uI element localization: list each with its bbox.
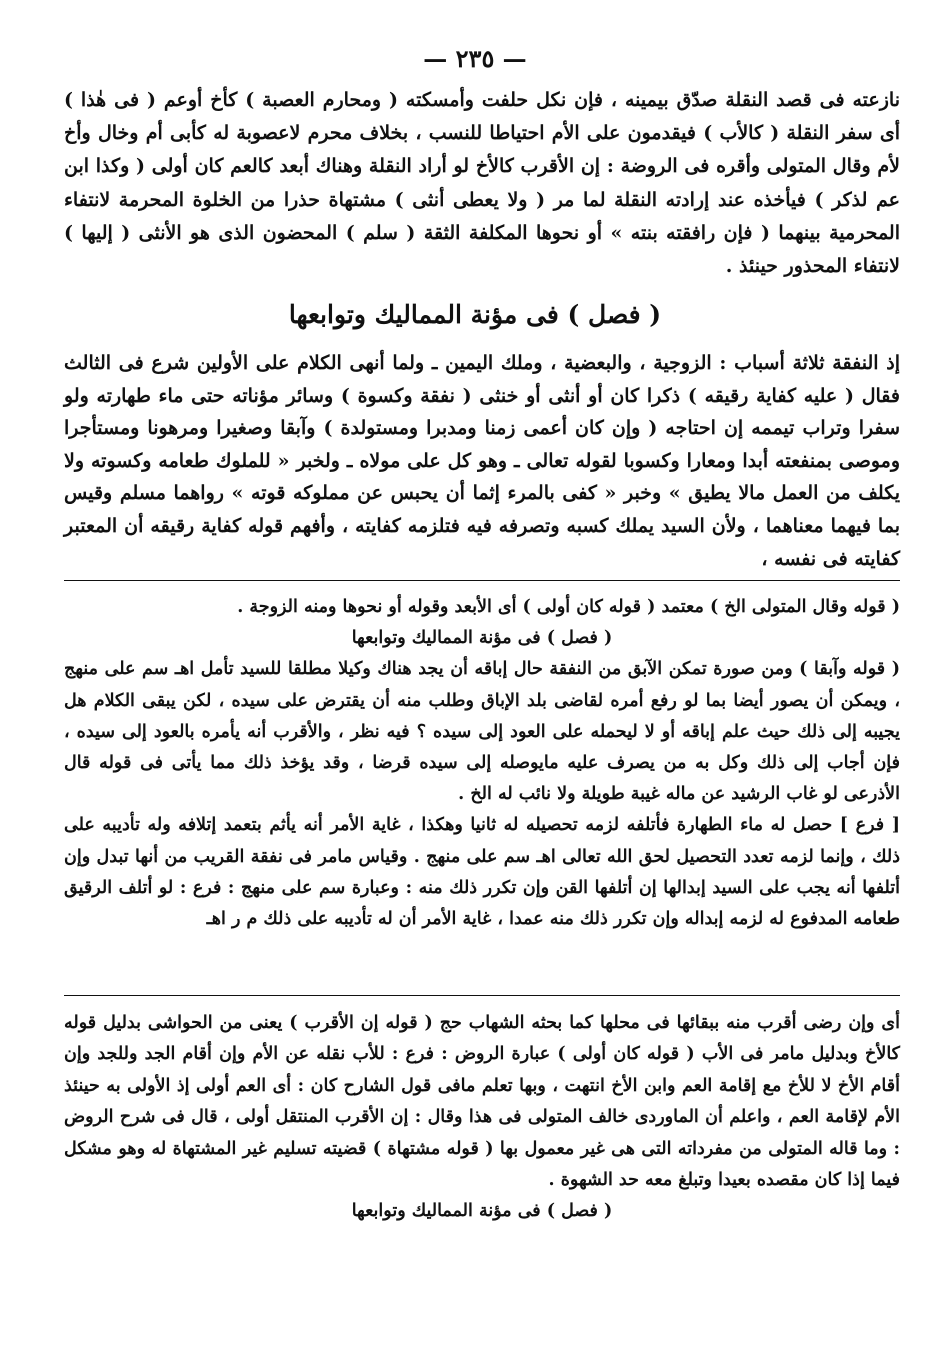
page-number: — ٢٣٥ — xyxy=(423,44,527,73)
footnote-block xyxy=(64,1008,900,1228)
commentary-note: [ فرع ] حصل له ماء الطهارة فأتلفه لزمه تحصيله له ثانيا وهكذا ، غاية الأمر أنه يأثم بتعمد إتلافه وله تأديبه على ذلك ، وإنما لزمه تعدد التحصيل لحق الله تعالى اهـ سم على منهج . وقياس مامر فى نفقة القريب من أنها تبدل وإن أتلفها أنه يجب على السيد إبدالها إن أتلفها القن وإن تكرر ذلك منه : وعبارة سم على منهج : فرع : لو أتلف الرقيق طعامه المدفوع له لزمه إبداله وإن تكرر ذلك منه عمدا ، غاية الأمر أن له تأديبه على ذلك م ر اهـ xyxy=(64,815,900,930)
main-paragraph-2: إذ النفقة ثلاثة أسباب : الزوجية ، والبعضية ، وملك اليمين ـ ولما أنهى الكلام على الأولين شرع فى الثالث فقال ( عليه كفاية رقيقه ) ذكرا كان أو أنثى أو خنثى ( نفقة وكسوة ) وسائر مؤناته حتى ماء طهارته ولو سفرا وتراب تيممه إن احتاجه ( وإن كان أعمى زمنا ومدبرا ومستولدة ) وآبقا وصغيرا ومرهونا ومستأجرا وموصى بمنفعته أبدا ومعارا وكسوبا لقوله تعالى ـ وهو كل على مولاه ـ ولخبر « للملوك طعامه وكسوته ولا يكلف من العمل مالا يطيق » وخبر « كفى بالمرء إثما أن يحبس عن مملوكه قوته » رواهما مسلم وقيس بما فيهما معناهما ، ولأن السيد يملك كسبه وتصرفه فيه فتلزمه كفايته ، وأفهم قوله كفاية رقيقه أن المعتبر كفايته فى نفسه ، xyxy=(64,352,900,570)
main-text xyxy=(64,84,900,283)
divider-rule xyxy=(64,580,900,581)
commentary-block xyxy=(64,592,900,935)
footnote-sub-heading: ( فصل ) فى مؤنة المماليك وتوابعها xyxy=(351,1201,613,1222)
main-text-2 xyxy=(64,347,900,575)
divider-rule xyxy=(64,995,900,996)
commentary-note: ( قوله وآبقا ) ومن صورة تمكن الآبق من النفقة حال إباقه أن يجد هناك وكيلا مطلقا للسيد تأمل اهـ سم على منهج ، ويمكن أن يصور أيضا بما لو رفع أمره لقاضى بلد الإباق وطلب منه أن يقترض على سيده ، لكن يبقى الكلام هل يجيبه إلى ذلك حيث علم إباقه أو لا ليحمله على العود إلى سيده ؟ فيه نظر ، والأقرب أنه يأمره بالعود إلى سيده ، فإن أجاب إلى ذلك وكل به من يصرف عليه مايوصله إلى سيده قرضا ، وقد يؤخذ ذلك مما يأتى فى قوله قال الأذرعى لو غاب الرشيد عن ماله غيبة طويلة ولا نائب له الخ . xyxy=(64,659,900,805)
commentary-note: ( قوله وقال المتولى الخ ) معتمد ( قوله كان أولى ) أى الأبعد وقوله أو نحوها ومنه الزوجة . xyxy=(237,597,900,617)
main-paragraph: نازعته فى قصد النقلة صدّق بيمينه ، فإن نكل حلفت وأمسكته ( ومحارم العصبة ) كأخ أوعم ( فى هٰذا ) أى سفر النقلة ( كالأب ) فيقدمون على الأم احتياطا للنسب ، بخلاف محرم لاعصوبة له كأبى أم وخال وأخ لأم وقال المتولى وأقره فى الروضة : إن الأقرب كالأخ لو أراد النقلة وهناك أبعد كالعم كان أولى ( وكذا ابن عم لذكر ) فيأخذه عند إرادته النقلة لما مر ( ولا يعطى أنثى ) مشتهاة حذرا من الخلوة المحرمة لانتفاء المحرمية بينهما ( فإن رافقته بنته » أو نحوها المكلفة الثقة ( سلم ) المحضون الذى هو الأنثى ( إليها ) لانتفاء المحذور حينئذ . xyxy=(64,89,900,278)
commentary-sub-heading: ( فصل ) فى مؤنة المماليك وتوابعها xyxy=(351,628,613,649)
footnote-note: أى وإن رضى أقرب منه ببقائها فى محلها كما بحثه الشهاب حج ( قوله إن الأقرب ) يعنى من الحواشى بدليل قوله كالأخ وبدليل مامر فى الأب ( قوله كان أولى ) عبارة الروض : فرع : للأب نقله عن الأم وإن أقام الجد وللجد وإن أقام الأخ لا للأخ مع إقامة العم وابن الأخ انتهت ، وبها تعلم مافى قول الشارح كان : أى العم أولى إذ الأولى به حينئذ الأم لإقامة العم ، واعلم أن الماوردى خالف المتولى فى هذا وقال : إن الأقرب المنتقل أولى ، قال فى شرح الروض : وما قاله المتولى من مفرداته التى هى غير معمول بها ( قوله مشتهاة ) قضيته تسليم غير المشتهاة له وهو مشكل فيما إذا كان مقصده بعيدا وتبلغ معه حد الشهوة . xyxy=(64,1013,900,1191)
chapter-heading: ( فصل ) فى مؤنة المماليك وتوابعها xyxy=(288,300,662,329)
